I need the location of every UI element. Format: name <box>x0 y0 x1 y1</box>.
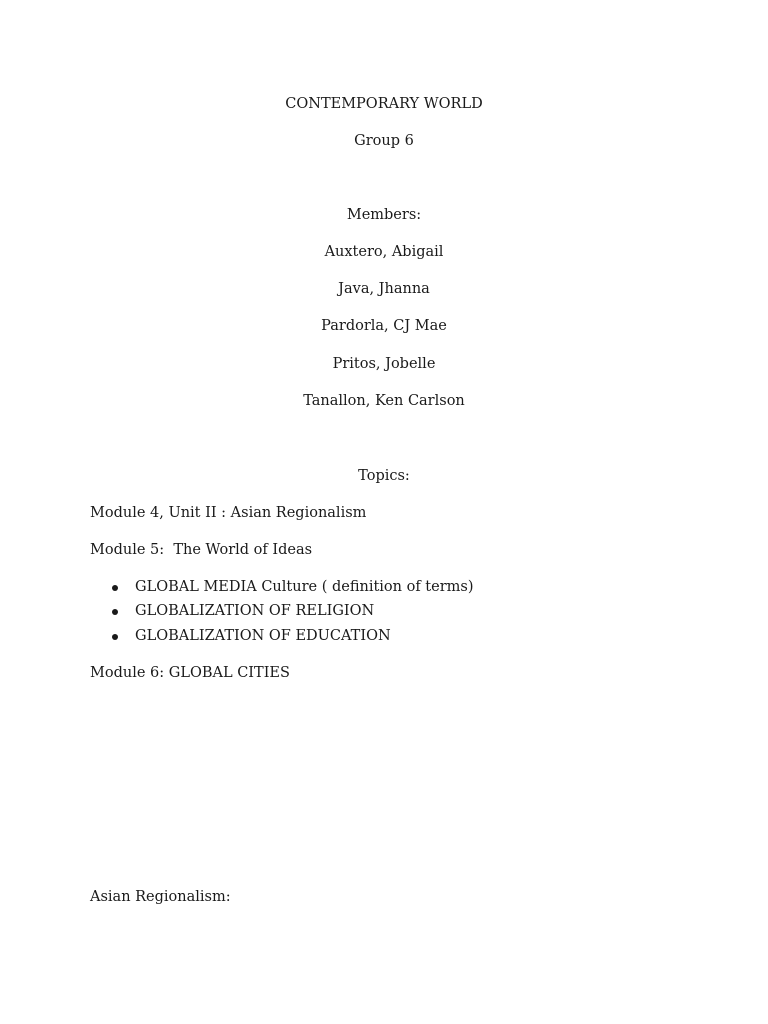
list-item-text: GLOBAL MEDIA Culture ( definition of terms) <box>135 579 474 595</box>
members-heading: Members: <box>346 207 422 223</box>
module-6-line: Module 6: GLOBAL CITIES <box>90 665 290 681</box>
course-title: CONTEMPORARY WORLD <box>285 96 483 112</box>
module-5-line: Module 5: The World of Ideas <box>90 542 313 558</box>
bullet-icon <box>112 609 118 615</box>
list-item-text: GLOBALIZATION OF EDUCATION <box>135 628 391 644</box>
member-name: Tanallon, Ken Carlson <box>303 393 465 409</box>
member-name: Auxtero, Abigail <box>324 244 444 260</box>
topics-heading: Topics: <box>358 468 410 484</box>
asian-regionalism-heading: Asian Regionalism: <box>90 889 231 905</box>
member-name: Pritos, Jobelle <box>332 356 436 372</box>
member-name: Java, Jhanna <box>338 281 430 297</box>
group-label: Group 6 <box>354 133 414 149</box>
list-item-text: GLOBALIZATION OF RELIGION <box>135 603 375 619</box>
bullet-icon <box>112 585 118 591</box>
module-4-line: Module 4, Unit II : Asian Regionalism <box>90 505 367 521</box>
member-name: Pardorla, CJ Mae <box>321 318 447 334</box>
bullet-icon <box>112 634 118 640</box>
